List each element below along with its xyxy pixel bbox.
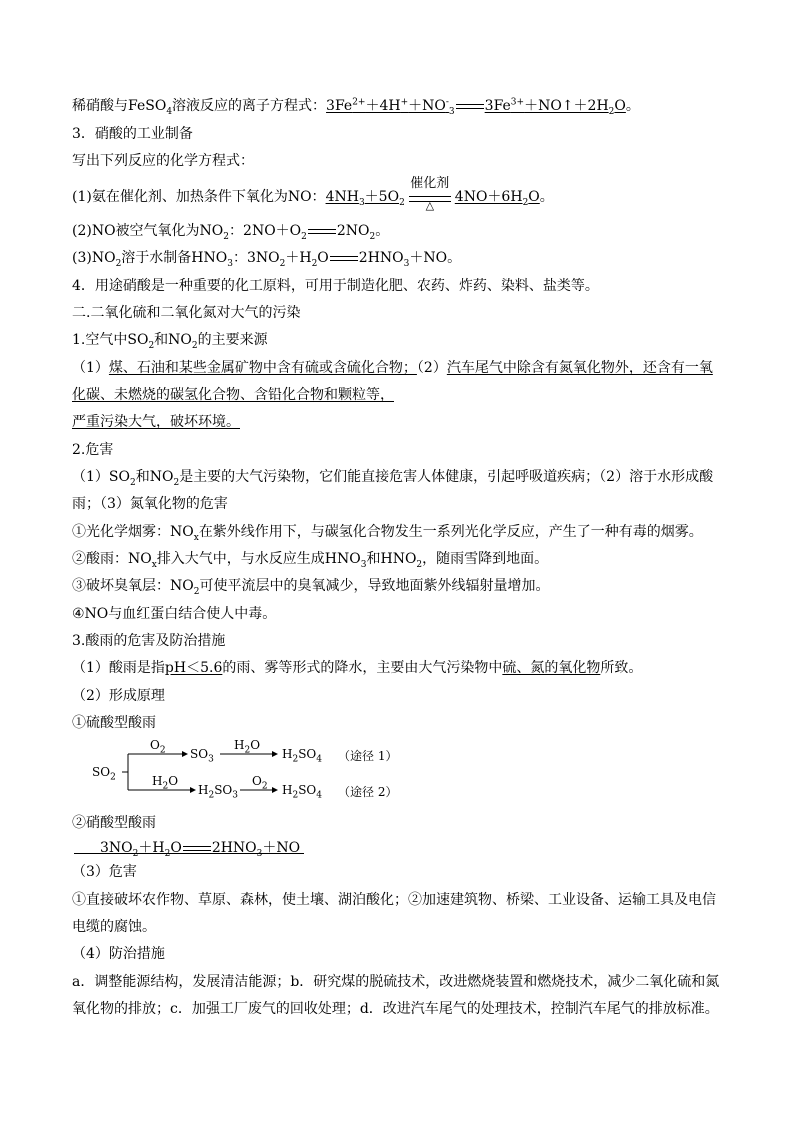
reaction-condition: 催化剂 △ <box>410 176 450 212</box>
o2-label: $O_2$ <box>150 738 166 756</box>
text-line: ①光化学烟雾：$NO_x$在紫外线作用下，与碳氢化合物发生一系列光化学反应，产生了一种有毒的烟雾。 <box>72 524 703 543</box>
text-line: （2）形成原理 <box>72 688 165 704</box>
sulfuric-acid-rain-diagram <box>92 736 412 806</box>
text-line: 严重污染大气，破坏环境。 <box>72 414 240 430</box>
nitric-acid-equation: $3NO_2+H_2O$ $2HNO_3+NO$ <box>100 840 301 859</box>
h2so3-label: $H_2SO_3$ <box>198 783 238 801</box>
subsection-heading: 2.危害 <box>72 442 114 458</box>
text-line: ④NO与血红蛋白结合使人中毒。 <box>72 606 277 622</box>
text-line: （1）煤、石油和某些金属矿物中含有硫或含硫化合物；（2）汽车尾气中除含有氮氧化物外，还含有一氧 <box>72 360 713 376</box>
section-heading: 二.二氧化硫和二氧化氮对大气的污染 <box>72 305 301 321</box>
text-line: 氧化物的排放；c．加强工厂废气的回收处理；d．改进汽车尾气的处理技术，控制汽车尾气的排放标准。 <box>72 1001 719 1017</box>
text-line: $(1)SO_2$和$NO_2$是主要的大气污染物，它们能直接危害人体健康，引起呼吸道疾病；（2）溶于水形成酸 <box>72 469 714 488</box>
text-line: ①硫酸型酸雨 <box>72 715 156 731</box>
text-line: 写出下列反应的化学方程式： <box>72 153 254 169</box>
reaction-line: (1)氨在催化剂、加热条件下氧化为NO：$4NH_3+5O_2$ 催化剂 △ $4NO+6H_2O$。 <box>72 176 554 212</box>
so3-label: $SO_3$ <box>190 747 214 765</box>
text-line: 电缆的腐蚀。 <box>72 919 156 935</box>
text-line: ②酸雨：$NO_x$排入大气中，与水反应生成$HNO_3$和$HNO_2$，随雨雪降到地面。 <box>72 551 549 570</box>
reaction-line: $(3)NO_2$溶于水制备$HNO_3$：$3NO_2+H_2O$ $2HNO_3+NO$。 <box>72 250 462 269</box>
h2so4-label: $H_2SO_4$ <box>282 747 322 765</box>
text-line: 4．用途硝酸是一种重要的化工原料，可用于制造化肥、农药、炸药、染料、盐类等。 <box>72 278 599 294</box>
answer-underline <box>74 853 304 854</box>
text-line: （3）危害 <box>72 864 137 880</box>
h2so4-label: $H_2SO_4$ <box>282 783 322 801</box>
h2o-label: $H_2O$ <box>234 738 261 756</box>
ionic-equation: $3Fe^{2+}+4H^++NO^-_3$ $3Fe^{3+}+NO↑+2H_2O$ <box>326 97 626 117</box>
text-line: 雨；（3）氮氧化物的危害 <box>72 496 228 512</box>
text-line: ②硝酸型酸雨 <box>72 815 156 831</box>
text-line: 稀硝酸与FeSO$_4$溶液反应的离子方程式：$3Fe^{2+}+4H^++NO^-_3$ $3Fe^{3+}+NO↑+2H_2O$。 <box>72 97 640 117</box>
text-line: ③破坏臭氧层：$NO_2$可使平流层中的臭氧减少，导致地面紫外线辐射量增加。 <box>72 578 550 597</box>
reaction-line: (2)NO被空气氧化为$NO_2$：$2NO+O_2$ $2NO_2$。 <box>72 223 390 242</box>
text-line: a．调整能源结构，发展清洁能源；b．研究煤的脱硫技术，改进燃烧装置和燃烧技术，减少二氧化硫和氮 <box>72 974 720 990</box>
h2o-label: $H_2O$ <box>152 774 179 792</box>
subsection-heading: 3.酸雨的危害及防治措施 <box>72 633 226 649</box>
so2-label: $SO_2$ <box>92 765 116 783</box>
text-line: （4）防治措施 <box>72 946 165 962</box>
text-line: （1）酸雨是指pH＜5.6的雨、雾等形式的降水，主要由大气污染物中硫、氮的氧化物所致。 <box>72 660 643 676</box>
text-line: ①直接破坏农作物、草原、森林，使土壤、湖泊酸化；②加速建筑物、桥梁、工业设备、运输工具及电信 <box>72 892 716 908</box>
route-2-label: （途径 2） <box>338 785 398 799</box>
route-1-label: （途径 1） <box>338 749 398 763</box>
subsection-heading: 1.空气中$SO_2$和$NO_2$的主要来源 <box>72 332 268 351</box>
o2-label: $O_2$ <box>252 774 268 792</box>
text-line: 化碳、未燃烧的碳氢化合物、含铅化合物和颗粒等， <box>72 387 394 403</box>
section-heading: 3．硝酸的工业制备 <box>72 126 193 142</box>
